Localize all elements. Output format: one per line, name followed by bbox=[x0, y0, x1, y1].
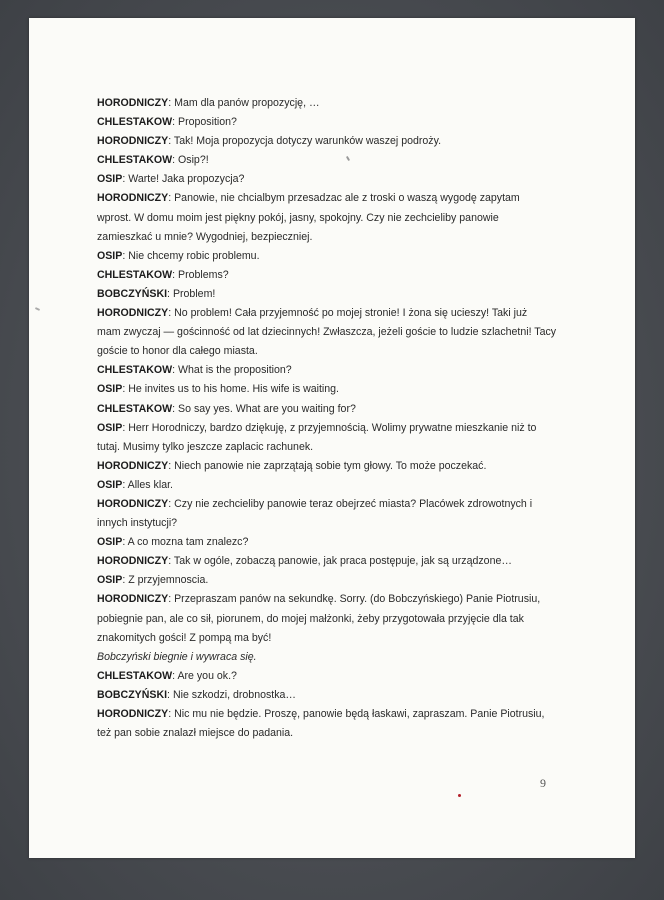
line-text: Mam dla panów propozycję, … bbox=[171, 97, 320, 109]
page-number: 9 bbox=[540, 776, 546, 790]
line-text: Proposition? bbox=[175, 116, 237, 129]
speaker-colon: : bbox=[172, 402, 176, 415]
dialogue-continuation bbox=[97, 610, 573, 629]
speaker-name: HORODNICZY bbox=[97, 708, 169, 720]
line-text: wprost. W domu moim jest piękny pokój, jasny, spokojny. Czy nie zechcieliby panowie bbox=[97, 211, 499, 224]
stage-direction-text: Bobczyński biegnie i wywraca się. bbox=[97, 650, 257, 663]
line-text: Are you ok.? bbox=[175, 669, 237, 682]
dialogue-line bbox=[97, 571, 573, 590]
dialogue-body bbox=[97, 94, 573, 743]
speaker-colon: : bbox=[168, 135, 172, 148]
speaker-colon: : bbox=[167, 287, 170, 300]
speaker-colon: : bbox=[172, 116, 176, 129]
speaker-colon: : bbox=[172, 669, 176, 682]
speaker-colon: : bbox=[168, 497, 172, 510]
line-text: goście to honor dla całego miasta. bbox=[97, 345, 258, 358]
speaker-name: HORODNICZY bbox=[97, 555, 169, 568]
line-text: znakomitych gości! Z pompą ma być! bbox=[97, 631, 272, 644]
line-text: So say yes. What are you waiting for? bbox=[175, 402, 356, 415]
speaker-colon: : bbox=[168, 593, 172, 606]
scan-speck bbox=[35, 307, 40, 311]
dialogue-line bbox=[97, 94, 573, 113]
dialogue-line bbox=[97, 132, 573, 151]
line-text: Problems? bbox=[175, 268, 229, 281]
line-text: też pan sobie znalazł miejsce do padania. bbox=[97, 727, 294, 740]
speaker-name: HORODNICZY bbox=[97, 459, 169, 472]
line-text: Panowie, nie chcialbym przesadzac ale z troski o waszą wygodę zapytam bbox=[171, 192, 520, 205]
speaker-colon: : bbox=[122, 383, 126, 396]
script-page bbox=[29, 18, 635, 858]
speaker-name: HORODNICZY bbox=[97, 135, 169, 148]
dialogue-line bbox=[97, 667, 573, 686]
line-text: innych instytucji? bbox=[97, 517, 178, 530]
speaker-colon: : bbox=[122, 478, 126, 491]
dialogue-line bbox=[97, 113, 573, 132]
speaker-name: HORODNICZY bbox=[97, 97, 169, 109]
dialogue-continuation bbox=[97, 323, 573, 342]
speaker-name: BOBCZYŃSKI bbox=[97, 287, 168, 300]
line-text: Herr Horodniczy, bardzo dziękuję, z przyjemnością. Wolimy prywatne mieszkanie niż to bbox=[125, 421, 537, 434]
line-text: pobiegnie pan, ale co sił, piorunem, do mojej małżonki, żeby przygotowała przyjęcie dla tak bbox=[97, 612, 524, 625]
speaker-colon: : bbox=[172, 154, 176, 167]
speaker-colon: : bbox=[168, 459, 172, 472]
line-text: tutaj. Musimy tylko jeszcze zaplacic rachunek. bbox=[97, 440, 314, 453]
speaker-name: OSIP bbox=[97, 478, 123, 491]
speaker-colon: : bbox=[172, 268, 176, 281]
line-text: Osip?! bbox=[175, 154, 209, 167]
dialogue-line bbox=[97, 457, 573, 476]
speaker-name: HORODNICZY bbox=[97, 593, 169, 606]
speaker-colon: : bbox=[172, 364, 176, 377]
dialogue-continuation bbox=[97, 514, 573, 533]
line-text: Przepraszam panów na sekundkę. Sorry. (do Bobczyńskiego) Panie Piotrusiu, bbox=[171, 593, 541, 606]
speaker-colon: : bbox=[168, 555, 172, 568]
line-text: A co mozna tam znalezc? bbox=[125, 536, 249, 549]
line-text: He invites us to his home. His wife is waiting. bbox=[125, 383, 340, 396]
speaker-name: CHLESTAKOW bbox=[97, 154, 173, 167]
speaker-name: CHLESTAKOW bbox=[97, 116, 173, 129]
dialogue-line bbox=[97, 361, 573, 380]
speaker-name: CHLESTAKOW bbox=[97, 268, 173, 281]
ink-speck bbox=[458, 794, 461, 797]
line-text: Alles klar. bbox=[125, 478, 173, 491]
line-text: No problem! Cała przyjemność po mojej stronie! I żona się ucieszy! Taki już bbox=[171, 307, 528, 320]
speaker-colon: : bbox=[168, 307, 172, 320]
line-text: Nie szkodzi, drobnostka… bbox=[170, 688, 297, 701]
dialogue-line bbox=[97, 380, 573, 399]
speaker-name: OSIP bbox=[97, 536, 123, 549]
line-text: Warte! Jaka propozycja? bbox=[125, 173, 245, 186]
dialogue-line bbox=[97, 590, 573, 609]
speaker-name: OSIP bbox=[97, 574, 123, 587]
dialogue-line bbox=[97, 304, 573, 323]
line-text: Czy nie zechcieliby panowie teraz obejrzeć miasta? Placówek zdrowotnych i bbox=[171, 497, 533, 510]
dialogue-line bbox=[97, 533, 573, 552]
dialogue-line bbox=[97, 170, 573, 189]
dialogue-continuation bbox=[97, 228, 573, 247]
speaker-name: HORODNICZY bbox=[97, 192, 169, 205]
dialogue-continuation bbox=[97, 724, 573, 743]
stage-direction bbox=[97, 648, 573, 667]
dialogue-line bbox=[97, 495, 573, 514]
dialogue-line bbox=[97, 189, 573, 208]
line-text: mam zwyczaj — gościnność od lat dziecinnych! Zwłaszcza, jeżeli goście to ludzie szlachetni! Tacy bbox=[97, 326, 557, 339]
line-text: Tak w ogóle, zobaczą panowie, jak praca postępuje, jak są urządzone… bbox=[171, 555, 512, 568]
speaker-colon: : bbox=[168, 708, 172, 720]
dialogue-line bbox=[97, 476, 573, 495]
speaker-colon: : bbox=[167, 688, 170, 701]
dialogue-line bbox=[97, 285, 573, 304]
dialogue-line bbox=[97, 705, 573, 724]
speaker-colon: : bbox=[122, 173, 126, 186]
line-text: Niech panowie nie zaprzątają sobie tym głowy. To może poczekać. bbox=[171, 459, 487, 472]
speaker-colon: : bbox=[168, 97, 172, 109]
speaker-name: OSIP bbox=[97, 421, 123, 434]
speaker-name: BOBCZYŃSKI bbox=[97, 688, 168, 701]
line-text: Z przyjemnoscia. bbox=[125, 574, 209, 587]
line-text: Problem! bbox=[170, 287, 216, 300]
line-text: Nie chcemy robic problemu. bbox=[125, 249, 260, 262]
dialogue-line bbox=[97, 552, 573, 571]
speaker-colon: : bbox=[122, 421, 126, 434]
dialogue-line bbox=[97, 400, 573, 419]
line-text: Nic mu nie będzie. Proszę, panowie będą łaskawi, zapraszam. Panie Piotrusiu, bbox=[171, 708, 545, 720]
speaker-name: CHLESTAKOW bbox=[97, 669, 173, 682]
speaker-colon: : bbox=[122, 536, 126, 549]
dialogue-line bbox=[97, 151, 573, 170]
line-text: Tak! Moja propozycja dotyczy warunków waszej podroży. bbox=[171, 135, 442, 148]
speaker-name: HORODNICZY bbox=[97, 307, 169, 320]
dialogue-line bbox=[97, 266, 573, 285]
speaker-name: OSIP bbox=[97, 173, 123, 186]
speaker-name: OSIP bbox=[97, 383, 123, 396]
speaker-name: CHLESTAKOW bbox=[97, 364, 173, 377]
dialogue-continuation bbox=[97, 629, 573, 648]
speaker-colon: : bbox=[122, 249, 126, 262]
dialogue-continuation bbox=[97, 209, 573, 228]
dialogue-line bbox=[97, 247, 573, 266]
speaker-name: HORODNICZY bbox=[97, 497, 169, 510]
speaker-name: CHLESTAKOW bbox=[97, 402, 173, 415]
dialogue-continuation bbox=[97, 438, 573, 457]
speaker-name: OSIP bbox=[97, 249, 123, 262]
line-text: zamieszkać u mnie? Wygodniej, bezpieczniej. bbox=[97, 230, 313, 243]
speaker-colon: : bbox=[168, 192, 172, 205]
speaker-colon: : bbox=[122, 574, 126, 587]
dialogue-line bbox=[97, 686, 573, 705]
dialogue-continuation bbox=[97, 342, 573, 361]
line-text: What is the proposition? bbox=[175, 364, 292, 377]
dialogue-line bbox=[97, 419, 573, 438]
